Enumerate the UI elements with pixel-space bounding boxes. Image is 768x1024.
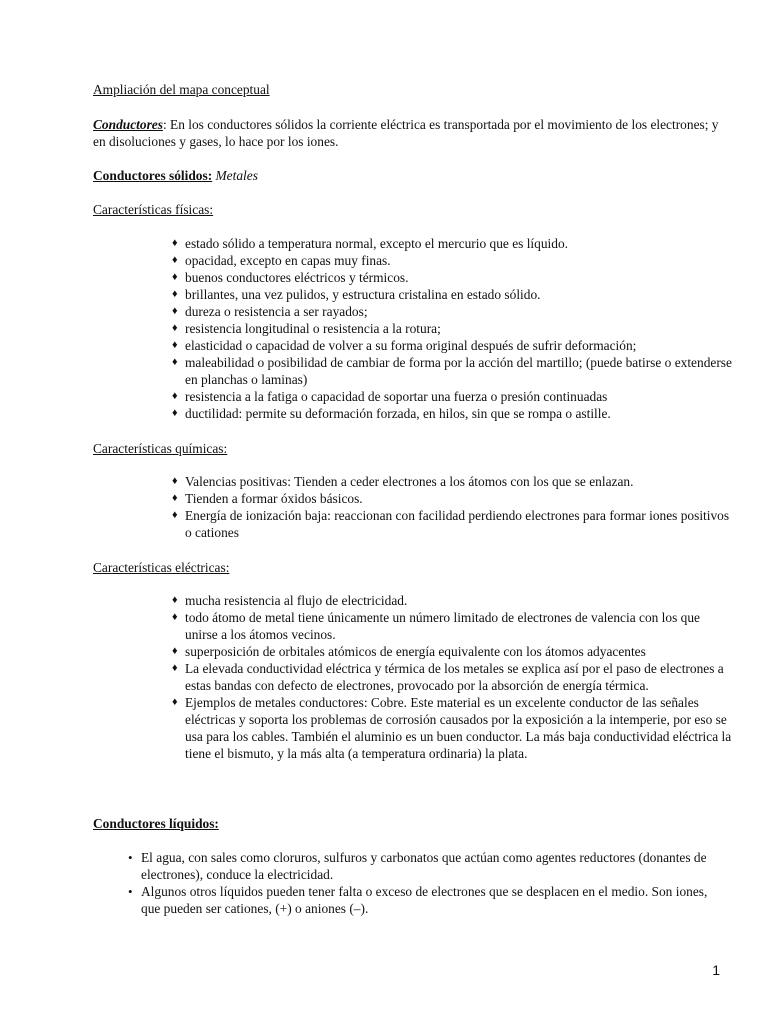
list-item: ♦ Tienden a formar óxidos básicos.	[172, 491, 363, 506]
diamond-bullet-icon: ♦	[172, 288, 178, 300]
diamond-bullet-icon: ♦	[172, 475, 178, 487]
diamond-bullet-icon: ♦	[172, 696, 178, 708]
diamond-bullet-icon: ♦	[172, 645, 178, 657]
liquid-heading: Conductores líquidos:	[93, 816, 219, 831]
list-item: ♦ La elevada conductividad eléctrica y térmica de los metales se explica así por el paso de electrones a estas bandas con defecto de electrones, provocado por la absorción de energía térmica.	[172, 661, 724, 693]
round-bullet-icon: •	[128, 850, 133, 865]
list-item: ♦ opacidad, excepto en capas muy finas.	[172, 253, 391, 268]
list-item: ♦ resistencia a la fatiga o capacidad de soportar una fuerza o presión continuadas	[172, 389, 608, 404]
list-item: ♦ resistencia longitudinal o resistencia a la rotura;	[172, 321, 441, 336]
chemical-list	[172, 473, 732, 541]
list-item: ♦ Energía de ionización baja: reaccionan con facilidad perdiendo electrones para formar iones positivos o cationes	[172, 508, 730, 540]
diamond-bullet-icon: ♦	[172, 662, 178, 674]
diamond-bullet-icon: ♦	[172, 237, 178, 249]
physical-list	[172, 235, 732, 422]
liquid-list	[128, 849, 728, 917]
list-item: ♦ todo átomo de metal tiene únicamente un número limitado de electrones de valencia con los que unirse a los átomos vecinos.	[172, 610, 700, 642]
diamond-bullet-icon: ♦	[172, 305, 178, 317]
document-title: Ampliación del mapa conceptual	[93, 82, 270, 97]
list-item: ♦ Valencias positivas: Tienden a ceder electrones a los átomos con los que se enlazan.	[172, 474, 634, 489]
list-item: ♦ dureza o resistencia a ser rayados;	[172, 304, 368, 319]
list-item: ♦ ductilidad: permite su deformación forzada, en hilos, sin que se rompa o astille.	[172, 406, 611, 421]
list-item: ♦ brillantes, una vez pulidos, y estructura cristalina en estado sólido.	[172, 287, 541, 302]
intro-text: : En los conductores sólidos la corriente eléctrica es transportada por el movimiento de los electrones; y en disoluciones y gases, lo hace por los iones.	[93, 117, 719, 149]
list-item: ♦ superposición de orbitales atómicos de energía equivalente con los átomos adyacentes	[172, 644, 646, 659]
diamond-bullet-icon: ♦	[172, 356, 178, 368]
electrical-heading: Características eléctricas:	[93, 560, 230, 575]
electrical-list	[172, 592, 732, 762]
list-item: ♦ elasticidad o capacidad de volver a su forma original después de sufrir deformación;	[172, 338, 637, 353]
diamond-bullet-icon: ♦	[172, 492, 178, 504]
list-item: • El agua, con sales como cloruros, sulfuros y carbonatos que actúan como agentes reductores (donantes de electrones), conduce la electricidad.	[128, 850, 707, 882]
diamond-bullet-icon: ♦	[172, 322, 178, 334]
list-item: ♦ buenos conductores eléctricos y térmicos.	[172, 270, 409, 285]
diamond-bullet-icon: ♦	[172, 271, 178, 283]
intro-term: Conductores	[93, 117, 163, 132]
diamond-bullet-icon: ♦	[172, 611, 178, 623]
solid-subheading: Metales	[215, 168, 258, 183]
list-item: ♦ estado sólido a temperatura normal, excepto el mercurio que es líquido.	[172, 236, 568, 251]
diamond-bullet-icon: ♦	[172, 594, 178, 606]
diamond-bullet-icon: ♦	[172, 390, 178, 402]
diamond-bullet-icon: ♦	[172, 509, 178, 521]
physical-heading: Características físicas:	[93, 202, 214, 217]
list-item: ♦ maleabilidad o posibilidad de cambiar de forma por la acción del martillo; (puede batirse o extenderse en planchas o laminas)	[172, 355, 732, 387]
solid-heading: Conductores sólidos:	[93, 168, 213, 183]
diamond-bullet-icon: ♦	[172, 339, 178, 351]
chemical-heading: Características químicas:	[93, 441, 228, 456]
list-item: ♦ Ejemplos de metales conductores: Cobre. Este material es un excelente conductor de las señales eléctricas y soporta los problemas de corrosión causados por la exposición a la intemperie, por eso se usa para los cables. También el aluminio es un buen conductor. La más baja conductividad eléctrica la tiene el bismuto, y la más alta (a temperatura ordinaria) la plata.	[172, 695, 732, 761]
diamond-bullet-icon: ♦	[172, 254, 178, 266]
solid-conductors-heading	[93, 167, 733, 184]
list-item: • Algunos otros líquidos pueden tener falta o exceso de electrones que se desplacen en el medio. Son iones, que pueden ser cationes, (+) o aniones (–).	[128, 884, 708, 916]
round-bullet-icon: •	[128, 884, 133, 899]
list-item: ♦ mucha resistencia al flujo de electricidad.	[172, 593, 408, 608]
diamond-bullet-icon: ♦	[172, 407, 178, 419]
intro-paragraph	[93, 116, 733, 150]
page-number: 1	[712, 962, 720, 978]
